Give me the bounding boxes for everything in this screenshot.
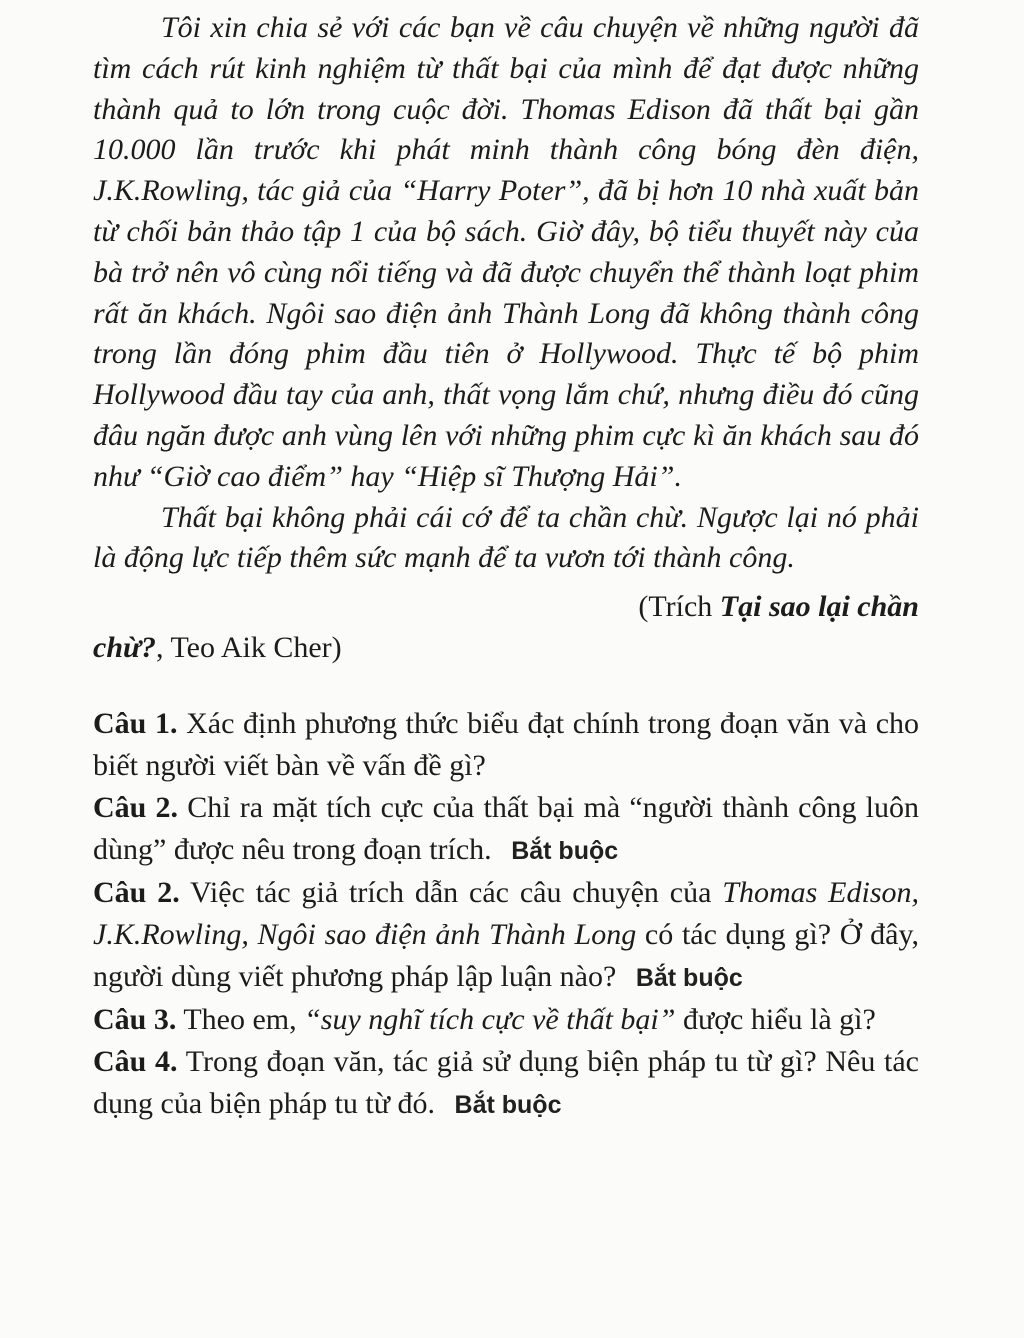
question-list <box>93 703 919 1126</box>
question-label: Câu 3. <box>93 1002 177 1036</box>
citation <box>93 587 919 669</box>
required-tag: Bắt buộc <box>511 836 619 865</box>
reading-passage <box>93 8 919 579</box>
question-text: Xác định phương thức biểu đạt chính trong đoạn văn và cho biết người viết bàn về vấn đề gì? <box>93 706 920 782</box>
question-label: Câu 1. <box>93 706 178 740</box>
question-label: Câu 2. <box>93 790 179 824</box>
question-text-italic: “suy nghĩ tích cực về thất bại” <box>304 1002 676 1036</box>
question-label: Câu 2. <box>93 875 180 909</box>
question-2a <box>93 787 919 872</box>
document-page <box>93 8 919 1126</box>
passage-paragraph-2: Thất bại không phải cái cớ để ta chần chừ. Ngược lại nó phải là động lực tiếp thêm sức mạnh để ta vươn tới thành công. <box>93 500 919 575</box>
question-text: Việc tác giả trích dẫn các câu chuyện của <box>190 875 723 909</box>
question-text: được hiểu là gì? <box>675 1002 876 1036</box>
question-text: Trong đoạn văn, tác giả sử dụng biện pháp tu từ gì? Nêu tác dụng của biện pháp tu từ đó. <box>93 1044 919 1120</box>
question-label: Câu 4. <box>93 1044 178 1078</box>
citation-title-part2: chừ? <box>93 630 156 664</box>
required-tag: Bắt buộc <box>635 963 743 992</box>
question-2b <box>93 872 919 999</box>
question-text-italic: Thomas Edison, J.K.Rowling, Ngôi sao điện ảnh Thành Long <box>93 875 919 951</box>
citation-open: (Trích <box>638 590 720 624</box>
question-text: có tác dụng gì? Ở đây, người dùng viết phương pháp lập luận nào? <box>93 917 919 993</box>
passage-paragraph-1: Tôi xin chia sẻ với các bạn về câu chuyện về những người đã tìm cách rút kinh nghiệm từ thất bại của mình để đạt được những thành quả to lớn trong cuộc đời. Thomas Edison đã thất bại gần 10.000 lần trước khi phát minh thành công bóng đèn điện, J.K.Rowling, tác giả của “Harry Poter”, đã bị hơn 10 nhà xuất bản từ chối bản thảo tập 1 của bộ sách. Giờ đây, bộ tiểu thuyết này của bà trở nên vô cùng nổi tiếng và đã được chuyển thể thành loạt phim rất ăn khách. Ngôi sao điện ảnh Thành Long đã không thành công trong lần đóng phim đầu tiên ở Hollywood. Thực tế bộ phim Hollywood đầu tay của anh, thất vọng lắm chứ, nhưng điều đó cũng đâu ngăn được anh vùng lên với những phim cực kì ăn khách sau đó như “Giờ cao điểm” hay “Hiệp sĩ Thượng Hải”. <box>93 11 919 493</box>
question-text: Chỉ ra mặt tích cực của thất bại mà “người thành công luôn dùng” được nêu trong đoạn trích. <box>93 790 919 866</box>
required-tag: Bắt buộc <box>454 1090 562 1119</box>
question-4 <box>93 1041 919 1126</box>
citation-author: , Teo Aik Cher) <box>155 630 342 664</box>
question-3 <box>93 999 919 1041</box>
question-text: Theo em, <box>183 1002 305 1036</box>
citation-title-part1: Tại sao lại chần <box>719 590 919 624</box>
question-1 <box>93 703 919 787</box>
